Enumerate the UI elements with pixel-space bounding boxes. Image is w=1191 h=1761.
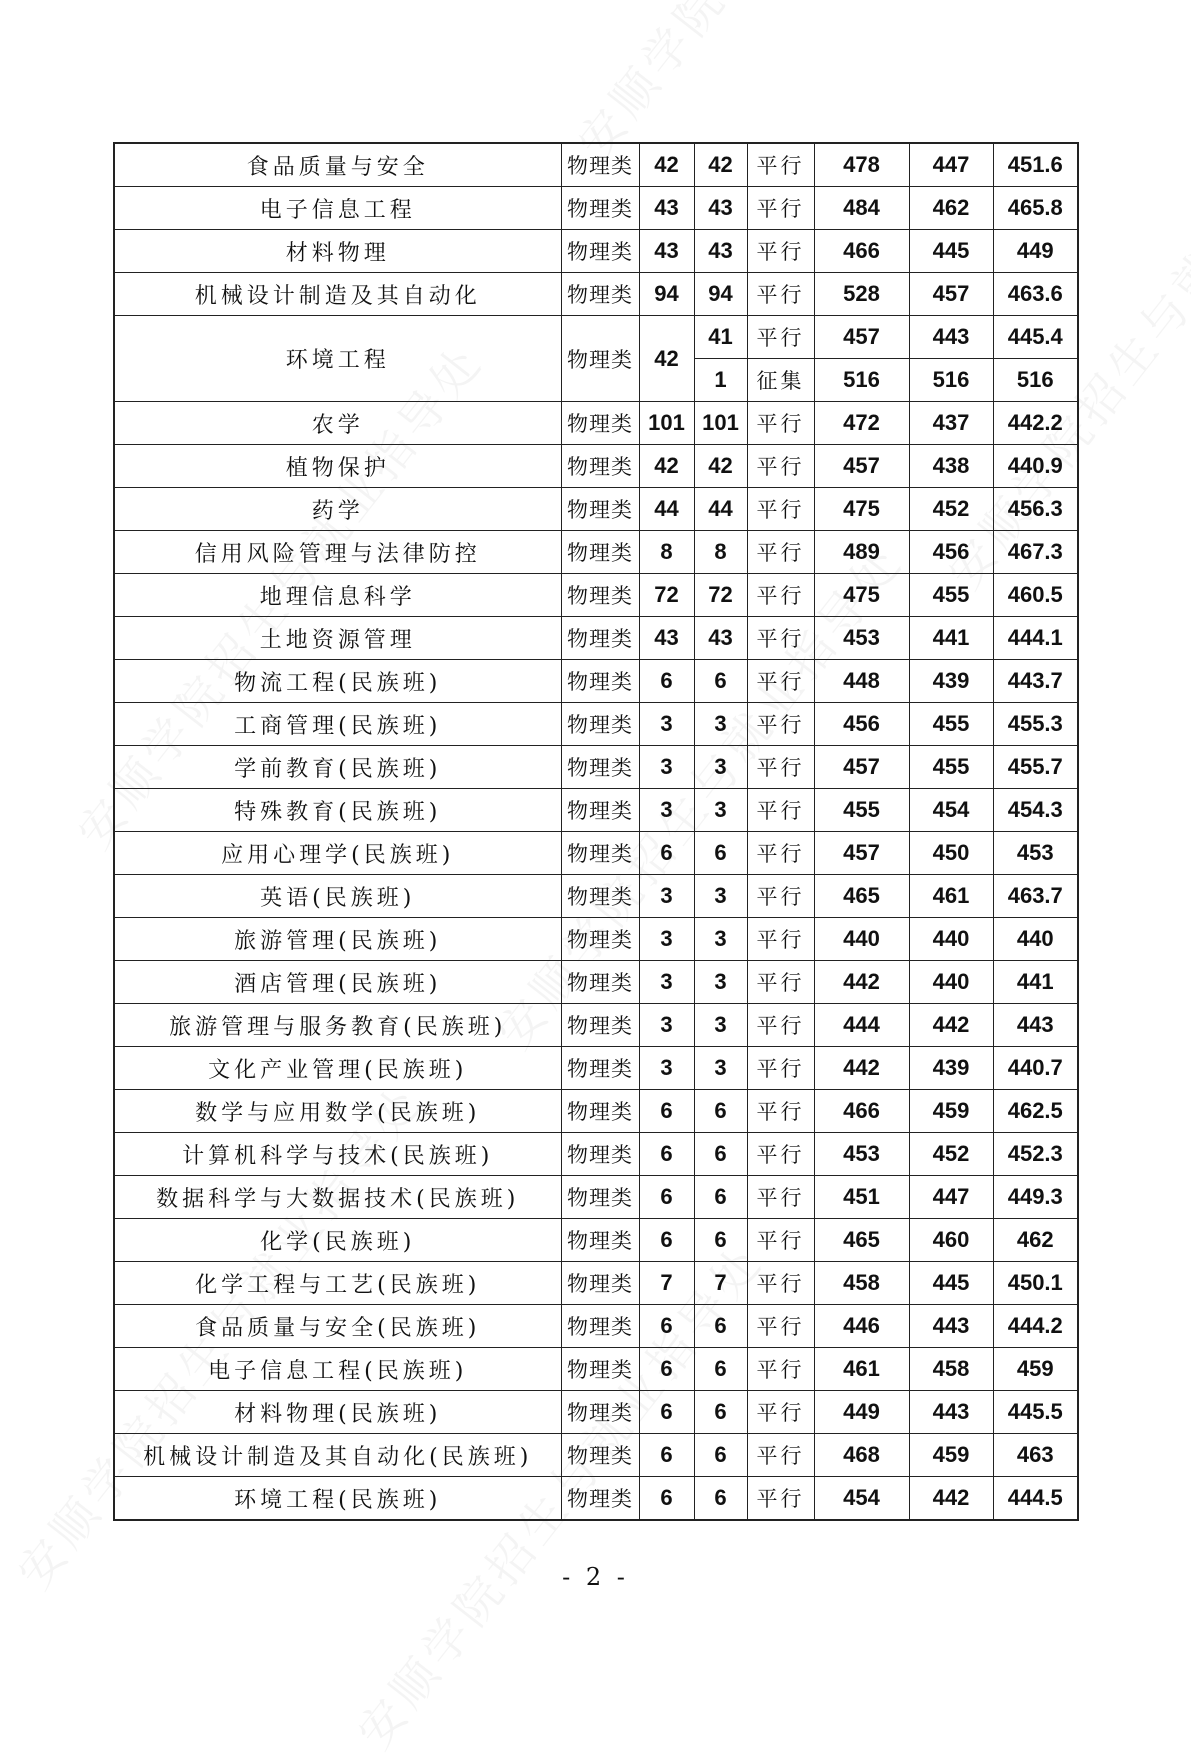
plan-count-cell: 6 — [639, 1176, 694, 1219]
plan-count-cell: 6 — [639, 1133, 694, 1176]
max-score-cell: 458 — [814, 1262, 909, 1305]
avg-score-cell: 450.1 — [993, 1262, 1078, 1305]
min-score-cell: 443 — [909, 1305, 993, 1348]
major-name-cell: 数据科学与大数据技术(民族班) — [114, 1176, 561, 1219]
avg-score-cell: 463.6 — [993, 273, 1078, 316]
min-score-cell: 441 — [909, 617, 993, 660]
admitted-count-cell: 8 — [694, 531, 747, 574]
max-score-cell: 446 — [814, 1305, 909, 1348]
admitted-count-cell: 3 — [694, 875, 747, 918]
min-score-cell: 445 — [909, 1262, 993, 1305]
batch-cell: 平行 — [747, 875, 814, 918]
table-row — [114, 1348, 1078, 1391]
plan-count-cell: 42 — [639, 445, 694, 488]
avg-score-cell: 449 — [993, 230, 1078, 273]
table-row — [114, 316, 1078, 359]
table-row — [114, 832, 1078, 875]
major-name-cell: 信用风险管理与法律防控 — [114, 531, 561, 574]
category-cell: 物理类 — [561, 187, 639, 230]
max-score-cell: 457 — [814, 832, 909, 875]
category-cell: 物理类 — [561, 230, 639, 273]
max-score-cell: 475 — [814, 488, 909, 531]
category-cell: 物理类 — [561, 574, 639, 617]
min-score-cell: 440 — [909, 961, 993, 1004]
min-score-cell: 439 — [909, 660, 993, 703]
admitted-count-cell: 6 — [694, 1434, 747, 1477]
table-row — [114, 1047, 1078, 1090]
admitted-count-cell: 6 — [694, 1305, 747, 1348]
category-cell: 物理类 — [561, 617, 639, 660]
page-number: - 2 - — [562, 1563, 629, 1591]
admitted-count-cell: 42 — [694, 445, 747, 488]
max-score-cell: 489 — [814, 531, 909, 574]
avg-score-cell: 463 — [993, 1434, 1078, 1477]
category-cell: 物理类 — [561, 1176, 639, 1219]
plan-count-cell: 42 — [639, 316, 694, 402]
batch-cell: 平行 — [747, 230, 814, 273]
batch-cell: 平行 — [747, 574, 814, 617]
batch-cell: 平行 — [747, 1176, 814, 1219]
table-row — [114, 574, 1078, 617]
min-score-cell: 450 — [909, 832, 993, 875]
batch-cell: 平行 — [747, 961, 814, 1004]
plan-count-cell: 3 — [639, 1047, 694, 1090]
min-score-cell: 437 — [909, 402, 993, 445]
batch-cell: 平行 — [747, 703, 814, 746]
table-row — [114, 918, 1078, 961]
min-score-cell: 461 — [909, 875, 993, 918]
category-cell: 物理类 — [561, 1047, 639, 1090]
batch-cell: 平行 — [747, 617, 814, 660]
table-row — [114, 1262, 1078, 1305]
category-cell: 物理类 — [561, 1434, 639, 1477]
table-body — [114, 143, 1078, 1520]
plan-count-cell: 7 — [639, 1262, 694, 1305]
batch-cell: 平行 — [747, 1004, 814, 1047]
category-cell: 物理类 — [561, 1391, 639, 1434]
admitted-count-cell: 43 — [694, 187, 747, 230]
batch-cell: 平行 — [747, 918, 814, 961]
max-score-cell: 456 — [814, 703, 909, 746]
min-score-cell: 447 — [909, 1176, 993, 1219]
avg-score-cell: 460.5 — [993, 574, 1078, 617]
plan-count-cell: 43 — [639, 230, 694, 273]
category-cell: 物理类 — [561, 402, 639, 445]
major-name-cell: 特殊教育(民族班) — [114, 789, 561, 832]
avg-score-cell: 441 — [993, 961, 1078, 1004]
table-row — [114, 1133, 1078, 1176]
plan-count-cell: 8 — [639, 531, 694, 574]
table-row — [114, 273, 1078, 316]
major-name-cell: 农学 — [114, 402, 561, 445]
max-score-cell: 457 — [814, 746, 909, 789]
max-score-cell: 448 — [814, 660, 909, 703]
table-row — [114, 875, 1078, 918]
avg-score-cell: 444.2 — [993, 1305, 1078, 1348]
table-row — [114, 488, 1078, 531]
plan-count-cell: 94 — [639, 273, 694, 316]
max-score-cell: 453 — [814, 1133, 909, 1176]
major-name-cell: 环境工程 — [114, 316, 561, 402]
batch-cell: 平行 — [747, 1348, 814, 1391]
admitted-count-cell: 3 — [694, 746, 747, 789]
category-cell: 物理类 — [561, 832, 639, 875]
major-name-cell: 药学 — [114, 488, 561, 531]
min-score-cell: 458 — [909, 1348, 993, 1391]
min-score-cell: 459 — [909, 1090, 993, 1133]
min-score-cell: 454 — [909, 789, 993, 832]
plan-count-cell: 6 — [639, 832, 694, 875]
batch-cell: 平行 — [747, 1477, 814, 1521]
major-name-cell: 食品质量与安全(民族班) — [114, 1305, 561, 1348]
table-row — [114, 531, 1078, 574]
avg-score-cell: 462 — [993, 1219, 1078, 1262]
category-cell: 物理类 — [561, 961, 639, 1004]
avg-score-cell: 459 — [993, 1348, 1078, 1391]
avg-score-cell: 454.3 — [993, 789, 1078, 832]
max-score-cell: 478 — [814, 143, 909, 187]
plan-count-cell: 3 — [639, 875, 694, 918]
plan-count-cell: 101 — [639, 402, 694, 445]
category-cell: 物理类 — [561, 660, 639, 703]
table-row — [114, 961, 1078, 1004]
major-name-cell: 数学与应用数学(民族班) — [114, 1090, 561, 1133]
min-score-cell: 455 — [909, 746, 993, 789]
category-cell: 物理类 — [561, 703, 639, 746]
plan-count-cell: 6 — [639, 1391, 694, 1434]
avg-score-cell: 443.7 — [993, 660, 1078, 703]
admitted-count-cell: 3 — [694, 789, 747, 832]
plan-count-cell: 42 — [639, 143, 694, 187]
avg-score-cell: 451.6 — [993, 143, 1078, 187]
category-cell: 物理类 — [561, 1004, 639, 1047]
plan-count-cell: 6 — [639, 1219, 694, 1262]
category-cell: 物理类 — [561, 1262, 639, 1305]
avg-score-cell: 452.3 — [993, 1133, 1078, 1176]
avg-score-cell: 445.5 — [993, 1391, 1078, 1434]
table-row — [114, 1090, 1078, 1133]
table-row — [114, 1176, 1078, 1219]
max-score-cell: 444 — [814, 1004, 909, 1047]
admitted-count-cell: 6 — [694, 660, 747, 703]
major-name-cell: 工商管理(民族班) — [114, 703, 561, 746]
plan-count-cell: 3 — [639, 1004, 694, 1047]
avg-score-cell: 440.7 — [993, 1047, 1078, 1090]
major-name-cell: 食品质量与安全 — [114, 143, 561, 187]
min-score-cell: 443 — [909, 316, 993, 359]
admitted-count-cell: 6 — [694, 1133, 747, 1176]
plan-count-cell: 6 — [639, 660, 694, 703]
avg-score-cell: 462.5 — [993, 1090, 1078, 1133]
min-score-cell: 452 — [909, 488, 993, 531]
min-score-cell: 438 — [909, 445, 993, 488]
max-score-cell: 451 — [814, 1176, 909, 1219]
batch-cell: 征集 — [747, 359, 814, 402]
major-name-cell: 应用心理学(民族班) — [114, 832, 561, 875]
avg-score-cell: 444.1 — [993, 617, 1078, 660]
batch-cell: 平行 — [747, 746, 814, 789]
batch-cell: 平行 — [747, 1391, 814, 1434]
admitted-count-cell: 43 — [694, 617, 747, 660]
min-score-cell: 456 — [909, 531, 993, 574]
max-score-cell: 461 — [814, 1348, 909, 1391]
admitted-count-cell: 94 — [694, 273, 747, 316]
plan-count-cell: 3 — [639, 746, 694, 789]
batch-cell: 平行 — [747, 832, 814, 875]
max-score-cell: 466 — [814, 1090, 909, 1133]
category-cell: 物理类 — [561, 1219, 639, 1262]
major-name-cell: 物流工程(民族班) — [114, 660, 561, 703]
max-score-cell: 472 — [814, 402, 909, 445]
avg-score-cell: 467.3 — [993, 531, 1078, 574]
admitted-count-cell: 72 — [694, 574, 747, 617]
avg-score-cell: 463.7 — [993, 875, 1078, 918]
max-score-cell: 457 — [814, 445, 909, 488]
major-name-cell: 化学(民族班) — [114, 1219, 561, 1262]
admitted-count-cell: 3 — [694, 918, 747, 961]
max-score-cell: 484 — [814, 187, 909, 230]
admitted-count-cell: 3 — [694, 1047, 747, 1090]
table-row — [114, 230, 1078, 273]
avg-score-cell: 453 — [993, 832, 1078, 875]
category-cell: 物理类 — [561, 1305, 639, 1348]
max-score-cell: 465 — [814, 875, 909, 918]
plan-count-cell: 6 — [639, 1434, 694, 1477]
category-cell: 物理类 — [561, 445, 639, 488]
avg-score-cell: 456.3 — [993, 488, 1078, 531]
min-score-cell: 440 — [909, 918, 993, 961]
major-name-cell: 电子信息工程 — [114, 187, 561, 230]
table-row — [114, 187, 1078, 230]
batch-cell: 平行 — [747, 143, 814, 187]
batch-cell: 平行 — [747, 789, 814, 832]
major-name-cell: 土地资源管理 — [114, 617, 561, 660]
admitted-count-cell: 7 — [694, 1262, 747, 1305]
min-score-cell: 460 — [909, 1219, 993, 1262]
major-name-cell: 旅游管理与服务教育(民族班) — [114, 1004, 561, 1047]
batch-cell: 平行 — [747, 1434, 814, 1477]
avg-score-cell: 440.9 — [993, 445, 1078, 488]
batch-cell: 平行 — [747, 488, 814, 531]
category-cell: 物理类 — [561, 488, 639, 531]
min-score-cell: 447 — [909, 143, 993, 187]
table-row — [114, 703, 1078, 746]
admitted-count-cell: 3 — [694, 1004, 747, 1047]
min-score-cell: 455 — [909, 703, 993, 746]
plan-count-cell: 6 — [639, 1090, 694, 1133]
major-name-cell: 地理信息科学 — [114, 574, 561, 617]
table-row — [114, 1391, 1078, 1434]
table-row — [114, 617, 1078, 660]
table-row — [114, 1305, 1078, 1348]
plan-count-cell: 6 — [639, 1477, 694, 1521]
max-score-cell: 457 — [814, 316, 909, 359]
avg-score-cell: 516 — [993, 359, 1078, 402]
major-name-cell: 电子信息工程(民族班) — [114, 1348, 561, 1391]
min-score-cell: 442 — [909, 1477, 993, 1521]
avg-score-cell: 465.8 — [993, 187, 1078, 230]
category-cell: 物理类 — [561, 1477, 639, 1521]
batch-cell: 平行 — [747, 1305, 814, 1348]
category-cell: 物理类 — [561, 1090, 639, 1133]
plan-count-cell: 43 — [639, 187, 694, 230]
major-name-cell: 机械设计制造及其自动化 — [114, 273, 561, 316]
batch-cell: 平行 — [747, 1090, 814, 1133]
batch-cell: 平行 — [747, 531, 814, 574]
category-cell: 物理类 — [561, 1133, 639, 1176]
batch-cell: 平行 — [747, 273, 814, 316]
admitted-count-cell: 6 — [694, 1391, 747, 1434]
major-name-cell: 植物保护 — [114, 445, 561, 488]
admitted-count-cell: 42 — [694, 143, 747, 187]
max-score-cell: 440 — [814, 918, 909, 961]
max-score-cell: 475 — [814, 574, 909, 617]
major-name-cell: 学前教育(民族班) — [114, 746, 561, 789]
batch-cell: 平行 — [747, 1047, 814, 1090]
category-cell: 物理类 — [561, 316, 639, 402]
admitted-count-cell: 6 — [694, 1219, 747, 1262]
plan-count-cell: 3 — [639, 918, 694, 961]
plan-count-cell: 3 — [639, 961, 694, 1004]
admitted-count-cell: 1 — [694, 359, 747, 402]
batch-cell: 平行 — [747, 660, 814, 703]
admitted-count-cell: 43 — [694, 230, 747, 273]
avg-score-cell: 440 — [993, 918, 1078, 961]
table-row — [114, 1219, 1078, 1262]
major-name-cell: 材料物理 — [114, 230, 561, 273]
category-cell: 物理类 — [561, 875, 639, 918]
max-score-cell: 516 — [814, 359, 909, 402]
batch-cell: 平行 — [747, 1219, 814, 1262]
major-name-cell: 文化产业管理(民族班) — [114, 1047, 561, 1090]
min-score-cell: 445 — [909, 230, 993, 273]
major-name-cell: 酒店管理(民族班) — [114, 961, 561, 1004]
admitted-count-cell: 44 — [694, 488, 747, 531]
max-score-cell: 453 — [814, 617, 909, 660]
avg-score-cell: 445.4 — [993, 316, 1078, 359]
admitted-count-cell: 3 — [694, 961, 747, 1004]
admitted-count-cell: 6 — [694, 1348, 747, 1391]
avg-score-cell: 449.3 — [993, 1176, 1078, 1219]
category-cell: 物理类 — [561, 918, 639, 961]
avg-score-cell: 444.5 — [993, 1477, 1078, 1521]
batch-cell: 平行 — [747, 1262, 814, 1305]
category-cell: 物理类 — [561, 746, 639, 789]
plan-count-cell: 43 — [639, 617, 694, 660]
table-row — [114, 143, 1078, 187]
category-cell: 物理类 — [561, 1348, 639, 1391]
plan-count-cell: 6 — [639, 1348, 694, 1391]
min-score-cell: 462 — [909, 187, 993, 230]
batch-cell: 平行 — [747, 402, 814, 445]
major-name-cell: 环境工程(民族班) — [114, 1477, 561, 1521]
major-name-cell: 英语(民族班) — [114, 875, 561, 918]
admitted-count-cell: 6 — [694, 1176, 747, 1219]
table-row — [114, 402, 1078, 445]
table-row — [114, 445, 1078, 488]
admitted-count-cell: 6 — [694, 1090, 747, 1133]
major-name-cell: 机械设计制造及其自动化(民族班) — [114, 1434, 561, 1477]
admitted-count-cell: 6 — [694, 1477, 747, 1521]
category-cell: 物理类 — [561, 273, 639, 316]
min-score-cell: 516 — [909, 359, 993, 402]
plan-count-cell: 72 — [639, 574, 694, 617]
major-name-cell: 材料物理(民族班) — [114, 1391, 561, 1434]
min-score-cell: 443 — [909, 1391, 993, 1434]
avg-score-cell: 455.3 — [993, 703, 1078, 746]
max-score-cell: 465 — [814, 1219, 909, 1262]
table-row — [114, 1434, 1078, 1477]
major-name-cell: 计算机科学与技术(民族班) — [114, 1133, 561, 1176]
avg-score-cell: 455.7 — [993, 746, 1078, 789]
admitted-count-cell: 6 — [694, 832, 747, 875]
avg-score-cell: 442.2 — [993, 402, 1078, 445]
min-score-cell: 459 — [909, 1434, 993, 1477]
category-cell: 物理类 — [561, 789, 639, 832]
table-row — [114, 660, 1078, 703]
max-score-cell: 449 — [814, 1391, 909, 1434]
max-score-cell: 455 — [814, 789, 909, 832]
plan-count-cell: 3 — [639, 703, 694, 746]
max-score-cell: 442 — [814, 1047, 909, 1090]
min-score-cell: 457 — [909, 273, 993, 316]
table-row — [114, 789, 1078, 832]
max-score-cell: 528 — [814, 273, 909, 316]
admitted-count-cell: 41 — [694, 316, 747, 359]
max-score-cell: 466 — [814, 230, 909, 273]
category-cell: 物理类 — [561, 531, 639, 574]
min-score-cell: 455 — [909, 574, 993, 617]
batch-cell: 平行 — [747, 445, 814, 488]
min-score-cell: 442 — [909, 1004, 993, 1047]
table-row — [114, 1477, 1078, 1521]
max-score-cell: 468 — [814, 1434, 909, 1477]
min-score-cell: 452 — [909, 1133, 993, 1176]
table-row — [114, 1004, 1078, 1047]
table-row — [114, 746, 1078, 789]
category-cell: 物理类 — [561, 143, 639, 187]
min-score-cell: 439 — [909, 1047, 993, 1090]
plan-count-cell: 44 — [639, 488, 694, 531]
plan-count-cell: 3 — [639, 789, 694, 832]
batch-cell: 平行 — [747, 187, 814, 230]
max-score-cell: 454 — [814, 1477, 909, 1521]
plan-count-cell: 6 — [639, 1305, 694, 1348]
batch-cell: 平行 — [747, 316, 814, 359]
max-score-cell: 442 — [814, 961, 909, 1004]
avg-score-cell: 443 — [993, 1004, 1078, 1047]
batch-cell: 平行 — [747, 1133, 814, 1176]
major-name-cell: 化学工程与工艺(民族班) — [114, 1262, 561, 1305]
major-name-cell: 旅游管理(民族班) — [114, 918, 561, 961]
admitted-count-cell: 3 — [694, 703, 747, 746]
admission-scores-table — [113, 142, 1079, 1521]
admitted-count-cell: 101 — [694, 402, 747, 445]
